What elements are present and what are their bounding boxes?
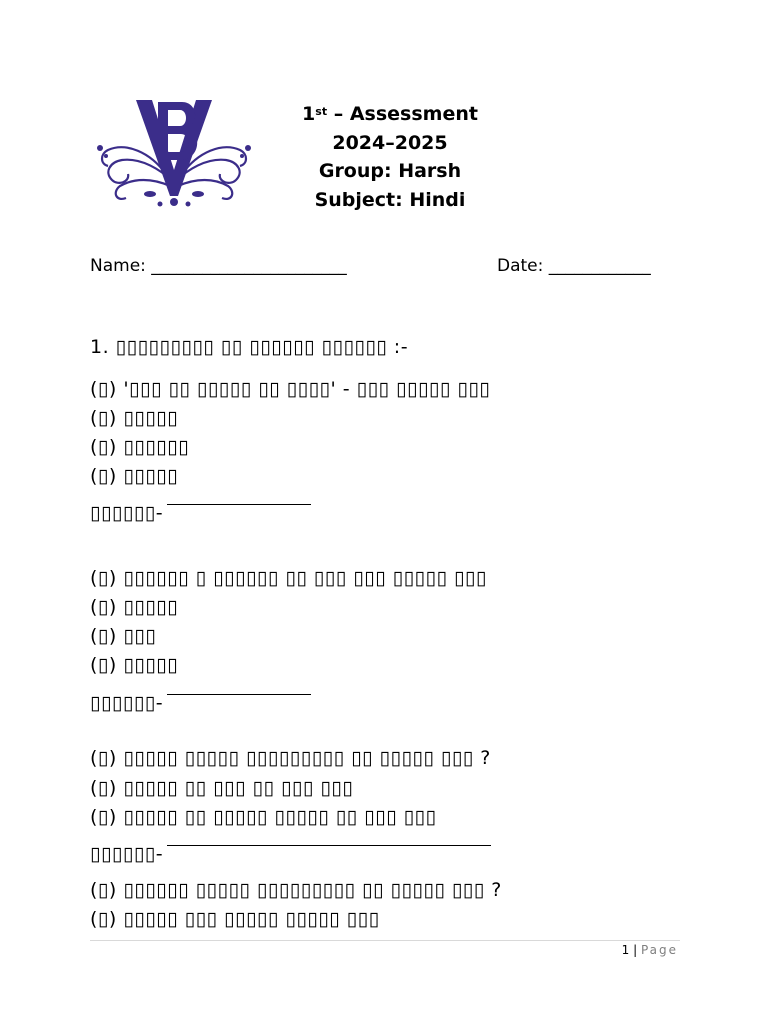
question-heading: 1. ▯▯▯▯▯▯▯▯▯ ▯▯ ▯▯▯▯▯▯ ▯▯▯▯▯▯ :-: [90, 336, 409, 358]
answer-blank[interactable]: [167, 504, 311, 505]
answer-label: ▯▯▯▯▯▯-: [90, 692, 164, 714]
option-item: (▯) ▯▯▯▯▯ ▯▯▯ ▯▯▯▯▯ ▯▯▯▯▯ ▯▯▯: [90, 908, 380, 930]
answer-label: ▯▯▯▯▯▯-: [90, 843, 164, 865]
option-item: (▯) ▯▯▯▯▯ ▯▯ ▯▯▯ ▯▯ ▯▯▯ ▯▯▯: [90, 777, 354, 799]
option-item: (▯) ▯▯▯▯▯: [90, 654, 179, 676]
academic-year: 2024–2025: [332, 131, 448, 154]
group-label: Group: Harsh: [318, 160, 462, 182]
page-label: Page: [640, 943, 678, 957]
option-item: (▯) ▯▯▯▯▯ ▯▯ ▯▯▯▯▯ ▯▯▯▯▯ ▯▯ ▯▯▯ ▯▯▯: [90, 806, 437, 828]
assessment-title: 1st – Assessment: [302, 103, 478, 125]
page-footer: [622, 943, 678, 957]
option-item: (▯) ▯▯▯▯▯: [90, 407, 179, 429]
school-logo: [86, 86, 262, 212]
date-field: Date: ____________: [497, 256, 651, 276]
answer-line: [90, 692, 311, 714]
question-text: (▯) '▯▯▯ ▯▯ ▯▯▯▯▯ ▯▯ ▯▯▯▯' - ▯▯▯ ▯▯▯▯▯ ▯▯▯: [90, 378, 491, 400]
question-text: (▯) ▯▯▯▯▯▯ ▯▯▯▯▯ ▯▯▯▯▯▯▯▯▯ ▯▯ ▯▯▯▯▯ ▯▯▯ ?: [90, 879, 502, 901]
page-number: 1: [621, 943, 630, 957]
question-text: (▯) ▯▯▯▯▯▯ ▯ ▯▯▯▯▯▯ ▯▯ ▯▯▯ ▯▯▯ ▯▯▯▯▯ ▯▯▯: [90, 567, 487, 589]
subject-label: Subject: Hindi: [314, 188, 466, 211]
name-field: Name: _______________________: [90, 256, 347, 276]
option-item: (▯) ▯▯▯▯▯▯: [90, 436, 190, 458]
answer-blank[interactable]: [167, 694, 311, 695]
answer-blank[interactable]: [167, 845, 491, 846]
footer-divider: [90, 940, 680, 941]
option-item: (▯) ▯▯▯▯▯: [90, 596, 179, 618]
option-item: (▯) ▯▯▯▯▯: [90, 465, 179, 487]
answer-line: [90, 843, 491, 865]
page-separator: |: [629, 943, 641, 957]
answer-line: [90, 502, 311, 524]
answer-label: ▯▯▯▯▯▯-: [90, 502, 164, 524]
question-text: (▯) ▯▯▯▯▯ ▯▯▯▯▯ ▯▯▯▯▯▯▯▯▯ ▯▯ ▯▯▯▯▯ ▯▯▯ ?: [90, 747, 491, 769]
assessment-header: [290, 100, 490, 214]
option-item: (▯) ▯▯▯: [90, 625, 157, 647]
